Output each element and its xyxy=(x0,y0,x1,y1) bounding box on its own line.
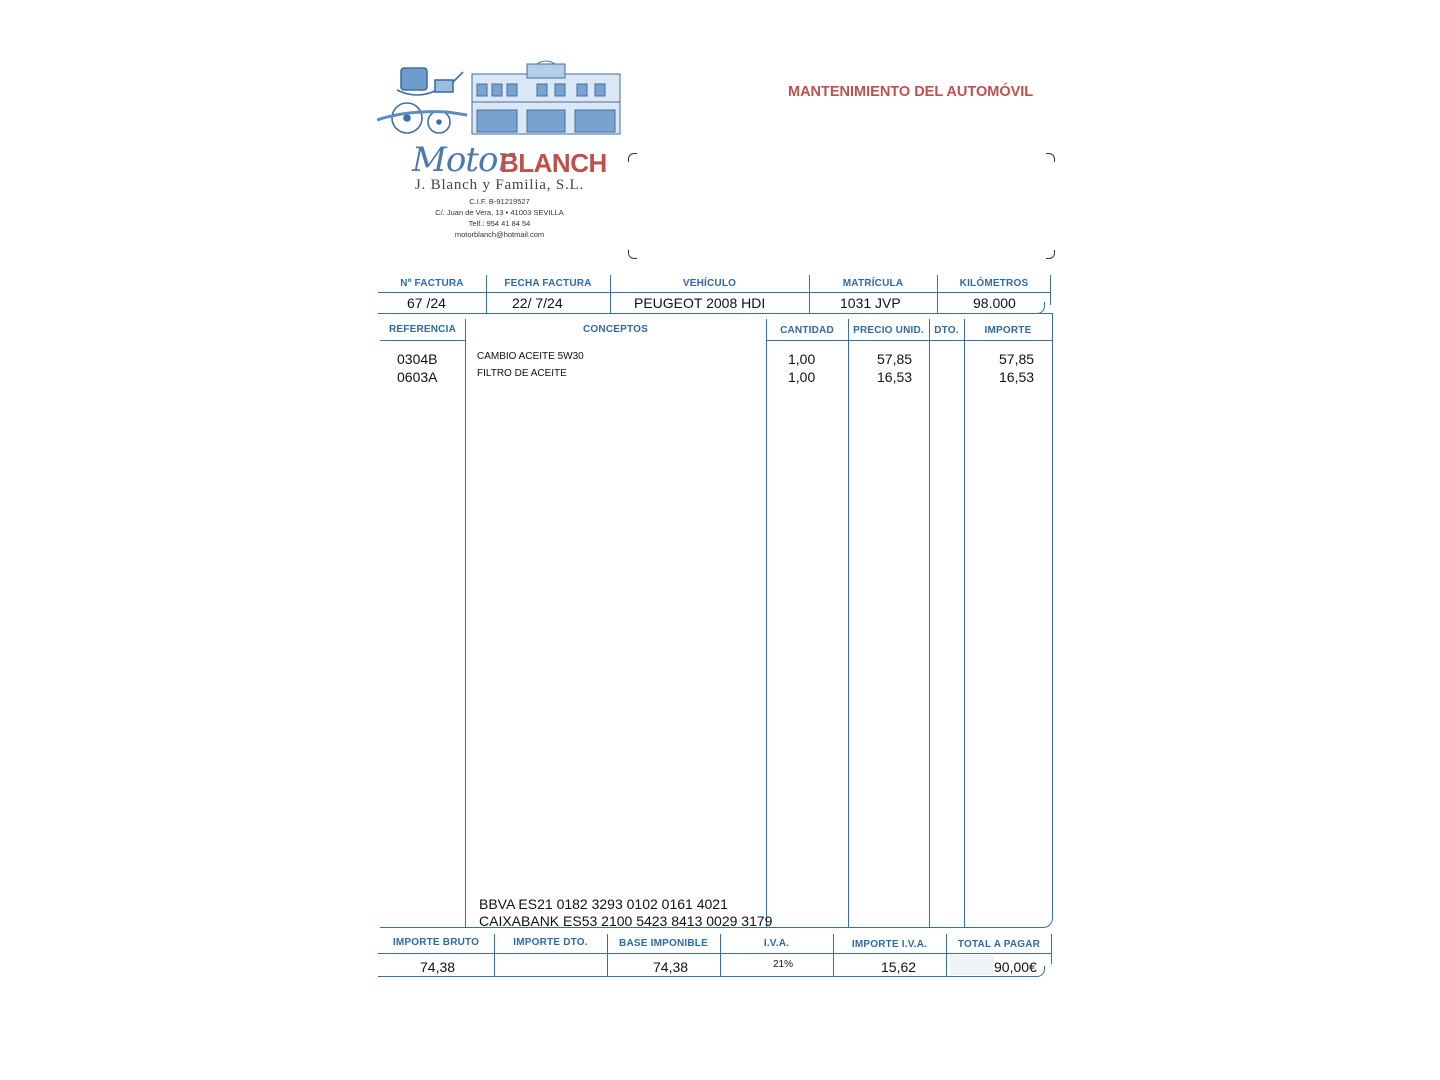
company-phone: Telf.: 954 41 84 54 xyxy=(468,219,531,228)
invoice-number-label: Nº FACTURA xyxy=(400,278,464,289)
divider xyxy=(465,319,466,927)
divider xyxy=(380,313,1053,314)
divider xyxy=(380,340,465,341)
vat-amount-value: 15,62 xyxy=(881,959,917,975)
amount-column-header: IMPORTE xyxy=(984,325,1032,336)
address-window-corner xyxy=(628,250,637,259)
company-logo-illustration xyxy=(377,60,622,138)
vat-amount-label: IMPORTE I.V.A. xyxy=(851,939,928,950)
invoice-date-label: FECHA FACTURA xyxy=(504,278,592,289)
gross-amount-label: IMPORTE BRUTO xyxy=(392,937,480,948)
divider xyxy=(378,966,1045,977)
vat-label: I.V.A. xyxy=(763,938,790,949)
km-value: 98.000 xyxy=(973,295,1016,311)
divider xyxy=(766,340,1052,341)
divider xyxy=(378,292,1051,293)
divider xyxy=(848,319,849,927)
concepts-column-header: CONCEPTOS xyxy=(583,324,648,335)
vehicle-value: PEUGEOT 2008 HDI xyxy=(634,295,766,311)
item-quantity: 1,00 xyxy=(788,351,816,367)
quantity-column-header: CANTIDAD xyxy=(780,325,834,336)
divider xyxy=(766,319,767,927)
address-window-corner xyxy=(628,153,637,162)
vehicle-label: VEHÍCULO xyxy=(682,278,737,289)
unit-price-column-header: PRECIO UNID. xyxy=(853,325,924,336)
item-concept: FILTRO DE ACEITE xyxy=(477,368,567,379)
company-address: C/. Juan de Vera, 13 • 41003 SEVILLA xyxy=(435,208,564,217)
building-icon xyxy=(472,61,620,134)
reference-column-header: REFERENCIA xyxy=(388,324,456,335)
item-reference: 0603A xyxy=(397,369,438,385)
invoice-number-value: 67 /24 xyxy=(407,295,446,311)
bank-account-bbva: BBVA ES21 0182 3293 0102 0161 4021 xyxy=(479,896,728,912)
item-unit-price: 16,53 xyxy=(877,369,913,385)
address-window-corner xyxy=(1046,153,1055,162)
company-email: motorblanch@hotmail.com xyxy=(454,230,545,239)
brand-name-bold: BLANCH xyxy=(500,148,607,178)
gross-amount-value: 74,38 xyxy=(420,959,456,975)
taxable-base-value: 74,38 xyxy=(653,959,689,975)
total-to-pay-value: 90,00€ xyxy=(994,959,1037,975)
km-label: KILÓMETROS xyxy=(959,278,1029,289)
item-quantity: 1,00 xyxy=(788,369,816,385)
plate-label: MATRÍCULA xyxy=(842,278,904,289)
plate-value: 1031 JVP xyxy=(840,295,901,311)
divider xyxy=(378,953,1052,954)
carriage-icon xyxy=(377,68,467,133)
divider xyxy=(964,319,965,927)
invoice-date-value: 22/ 7/24 xyxy=(512,295,563,311)
discount-amount-label: IMPORTE DTO. xyxy=(513,937,588,948)
items-table-frame xyxy=(380,313,1053,928)
company-cif: C.I.F. B-91219527 xyxy=(469,197,530,206)
address-window-corner xyxy=(1046,250,1055,259)
discount-column-header: DTO. xyxy=(934,325,959,336)
taxable-base-label: BASE IMPONIBLE xyxy=(619,938,708,949)
item-amount: 57,85 xyxy=(999,351,1035,367)
total-highlight xyxy=(950,955,994,975)
item-unit-price: 57,85 xyxy=(877,351,913,367)
document-title: MANTENIMIENTO DEL AUTOMÓVIL xyxy=(788,84,1034,100)
bank-account-caixabank: CAIXABANK ES53 2100 5423 8413 0029 3179 xyxy=(479,913,773,929)
item-reference: 0304B xyxy=(397,351,438,367)
brand-name-script: Motor xyxy=(412,140,513,180)
item-amount: 16,53 xyxy=(999,369,1035,385)
total-to-pay-label: TOTAL A PAGAR xyxy=(957,939,1041,950)
vat-rate-value: 21% xyxy=(773,959,794,970)
divider xyxy=(929,319,930,927)
company-legal-name: J. Blanch y Familia, S.L. xyxy=(414,177,585,193)
item-concept: CAMBIO ACEITE 5W30 xyxy=(477,351,584,362)
